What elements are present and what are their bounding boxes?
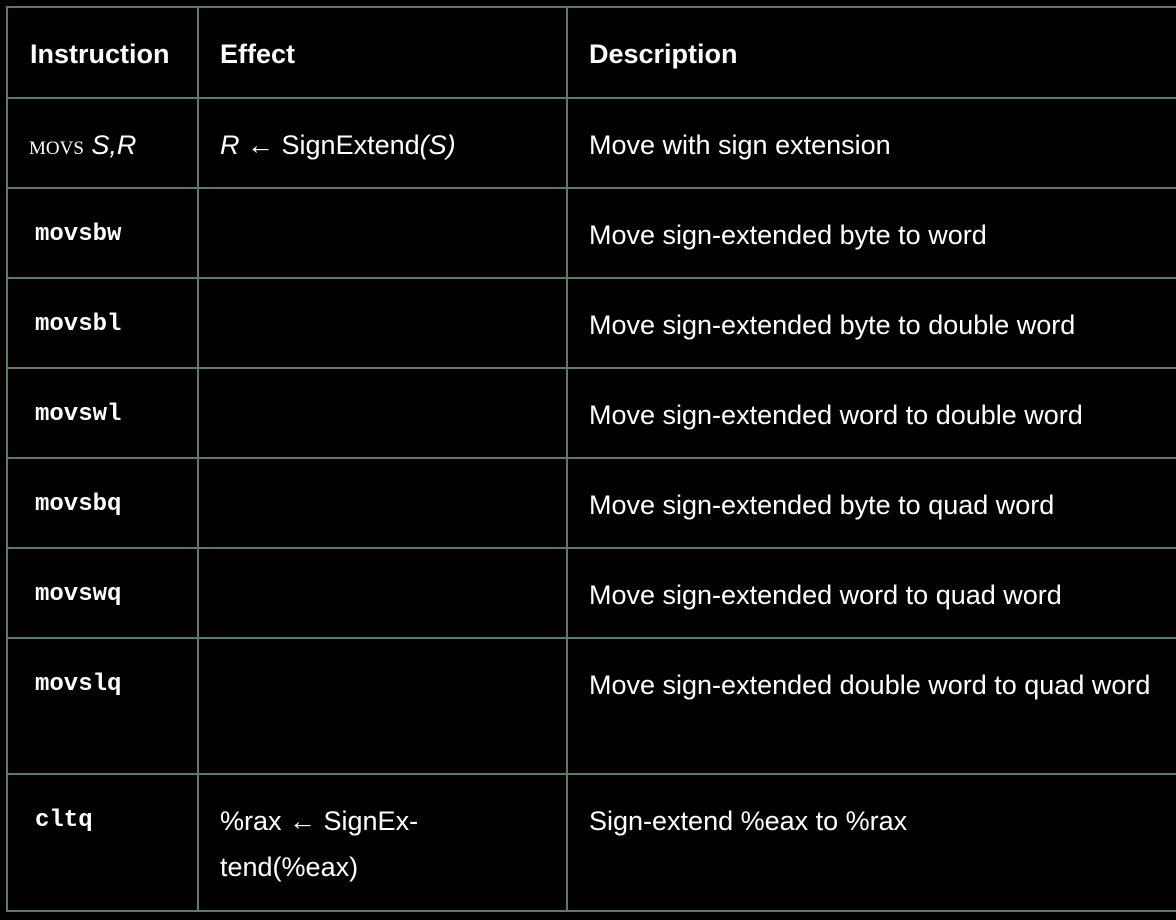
effect-line-1: %rax ← SignEx- (220, 806, 419, 836)
description-cell: Move sign-extended byte to word (567, 188, 1176, 278)
header-description: Description (567, 7, 1176, 98)
instruction-cell: movswl (7, 368, 198, 458)
instruction-cell: movslq (7, 638, 198, 774)
instruction-op: movs (29, 130, 84, 160)
table-row (7, 548, 1176, 638)
table-row (7, 368, 1176, 458)
effect-cell (198, 458, 567, 548)
description-cell: Move sign-extended byte to quad word (567, 458, 1176, 548)
instruction-cell (7, 98, 198, 188)
effect-dest: R (220, 130, 240, 160)
instruction-cell: movswq (7, 548, 198, 638)
effect-arrow: ← (247, 130, 275, 160)
table-row (7, 458, 1176, 548)
header-effect: Effect (198, 7, 567, 98)
table-row-general (7, 98, 1176, 188)
table-row (7, 188, 1176, 278)
header-instruction: Instruction (7, 7, 198, 98)
description-cell: Move sign-extended word to quad word (567, 548, 1176, 638)
effect-cell (198, 548, 567, 638)
table-row (7, 638, 1176, 774)
effect-cell (198, 774, 567, 911)
effect-cell (198, 638, 567, 774)
effect-func: SignExtend (281, 130, 420, 160)
instruction-cell: movsbq (7, 458, 198, 548)
effect-line-2: tend(%eax) (220, 852, 359, 882)
instruction-cell: movsbl (7, 278, 198, 368)
effect-arg: (S) (419, 130, 456, 160)
effect-cell (198, 278, 567, 368)
description-cell: Move sign-extended byte to double word (567, 278, 1176, 368)
description-cell: Move sign-extended word to double word (567, 368, 1176, 458)
description-cell: Move with sign extension (567, 98, 1176, 188)
description-cell: Move sign-extended double word to quad word (567, 638, 1176, 774)
instruction-cell: cltq (7, 774, 198, 911)
description-cell: Sign-extend %eax to %rax (567, 774, 1176, 911)
effect-cell (198, 368, 567, 458)
table-row (7, 278, 1176, 368)
instruction-operands: S,R (91, 130, 137, 160)
instruction-table (6, 6, 1176, 912)
effect-cell (198, 188, 567, 278)
table-row-cltq (7, 774, 1176, 911)
effect-cell (198, 98, 567, 188)
table-header-row (7, 7, 1176, 98)
instruction-cell: movsbw (7, 188, 198, 278)
